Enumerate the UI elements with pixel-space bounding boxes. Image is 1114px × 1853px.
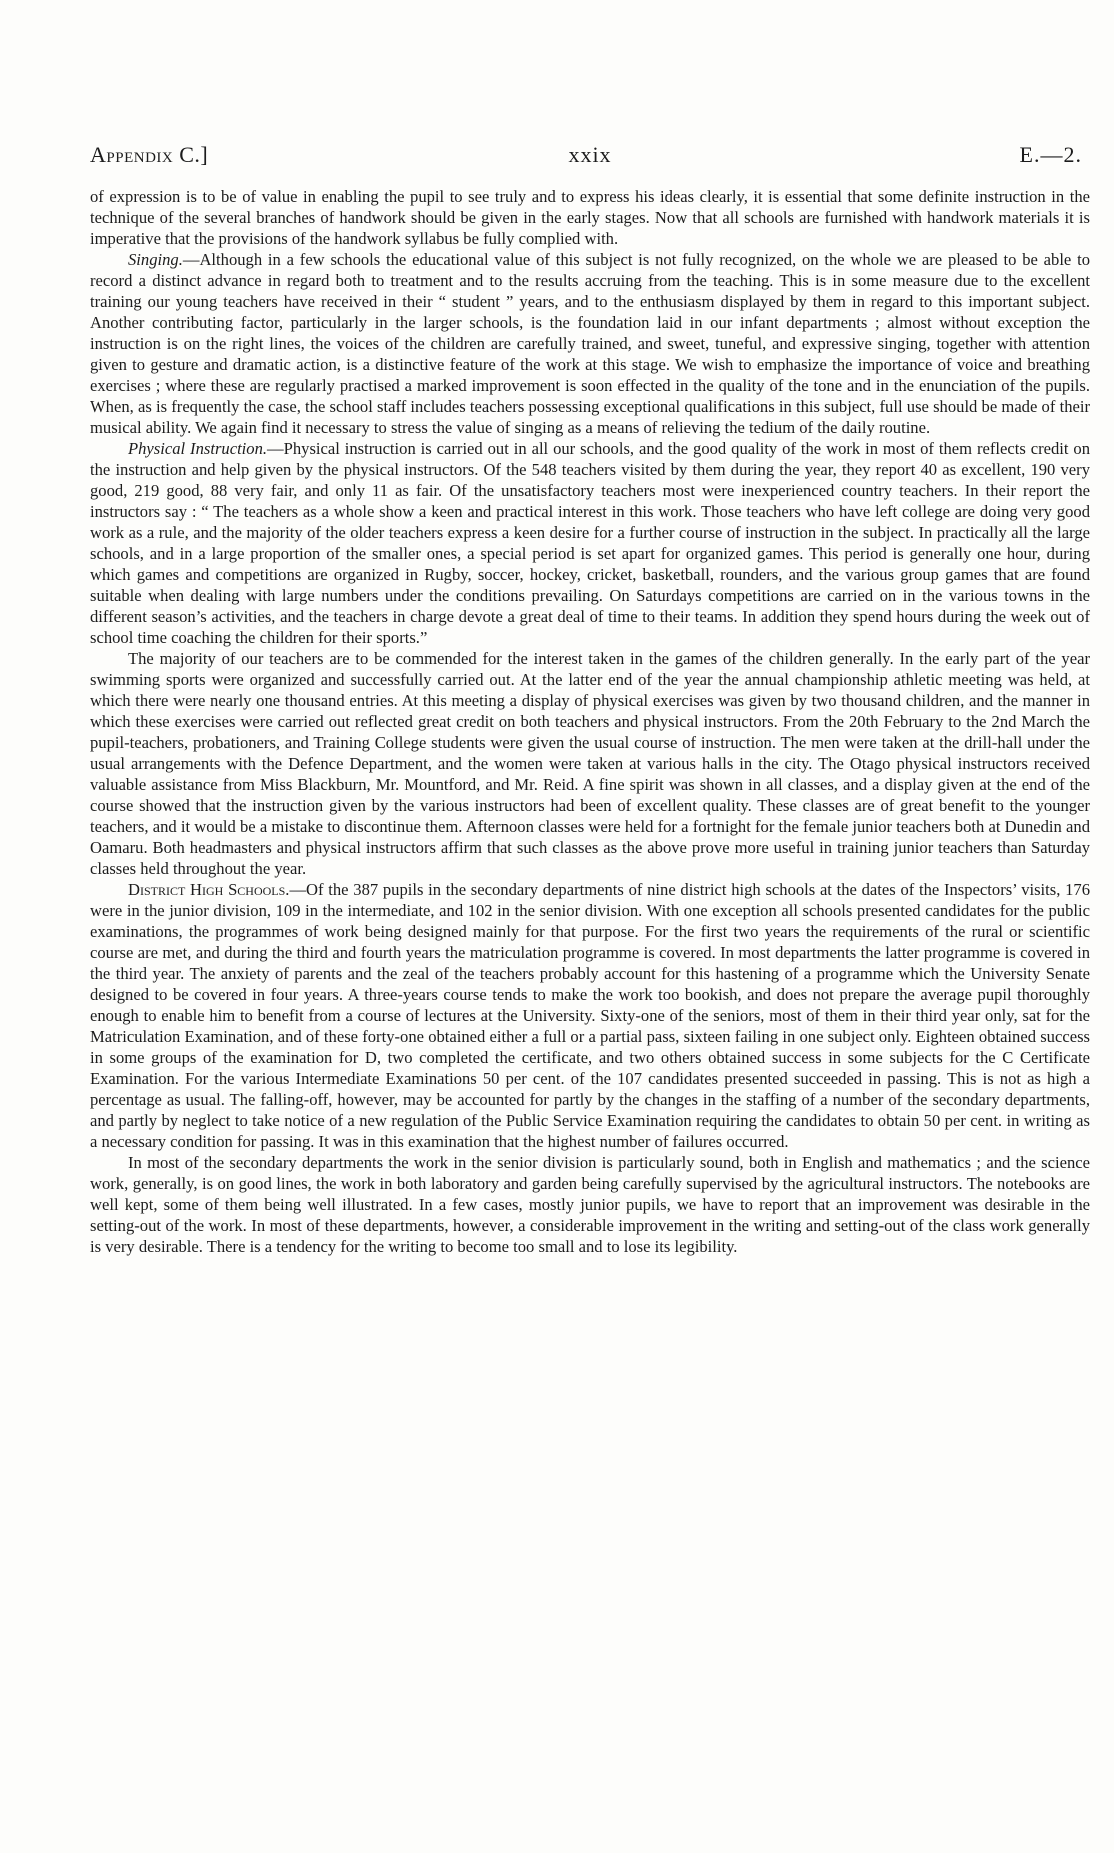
section-heading-singing: Singing. [128, 250, 183, 269]
paragraph-district-high-schools [90, 879, 1090, 1152]
paragraph-singing [90, 249, 1090, 438]
paragraph-text: —Of the 387 pupils in the secondary departments of nine district high schools at the dates of the Inspectors’ visits, 176 were in the junior division, 109 in the intermediate, and 102 in the senior division. With one exception all schools presented candidates for the public examinations, the programmes of work being designed mainly for that purpose. For the first two years the requirements of the rural or scientific course are met, and during the third and fourth years the matriculation programme is covered. In most departments the latter programme is covered in the third year. The anxiety of parents and the zeal of the teachers probably account for this hastening of a programme which the University Senate designed to be covered in four years. A three-years course tends to make the work too bookish, and does not prepare the average pupil thoroughly enough to enable him to benefit from a course of lectures at the University. Sixty-one of the seniors, most of them in their third year only, sat for the Matriculation Examination, and of these forty-one obtained either a full or a partial pass, sixteen failing in one subject only. Eighteen obtained success in some groups of the examination for D, two completed the certificate, and two others obtained success in some subjects for the C Certificate Examination. For the various Intermediate Examinations 50 per cent. of the 107 candidates presented succeeded in passing. This is not as high a percentage as usual. The falling-off, however, may be accounted for partly by the changes in the staffing of a number of the secondary departments, and partly by neglect to take notice of a new regulation of the Public Service Examination requiring the candidates to obtain 50 per cent. in writing as a necessary condition for passing. It was in this examination that the highest number of failures occurred. [90, 880, 1090, 1151]
paragraph-physical-instruction [90, 438, 1090, 648]
paragraph-text: The majority of our teachers are to be commended for the interest taken in the games of the children generally. In the early part of the year swimming sports were organized and successfully carried out. At the latter end of the year the annual championship athletic meeting was held, at which there were nearly one thousand entries. At this meeting a display of physical exercises was given by two thousand children, and the manner in which these exercises were carried out reflected great credit on both teachers and physical instructors. From the 20th February to the 2nd March the pupil-teachers, probationers, and Training College students were given the usual course of instruction. The men were taken at the drill-hall under the usual arrangements with the Defence Department, and the women were taken at various halls in the city. The Otago physical instructors received valuable assistance from Miss Blackburn, Mr. Mountford, and Mr. Reid. A fine spirit was shown in all classes, and a display given at the end of the course showed that the instruction given by the various instructors had been of excellent quality. These classes are of great benefit to the younger teachers, and it would be a mistake to discontinue them. Afternoon classes were held for a fortnight for the female junior teachers both at Dunedin and Oamaru. Both headmasters and physical instructors affirm that such classes as the above prove more useful in training junior teachers than Saturday classes held throughout the year. [90, 649, 1090, 878]
document-body [90, 186, 1090, 1257]
page-header [90, 138, 1090, 172]
paragraph-text: of expression is to be of value in enabling the pupil to see truly and to express his ideas clearly, it is essential that some definite instruction in the technique of the several branches of handwork should be given in the early stages. Now that all schools are furnished with handwork materials it is imperative that the provisions of the handwork syllabus be fully complied with. [90, 187, 1090, 248]
header-report-code: E.—2. [1019, 142, 1082, 167]
section-heading-physical-instruction: Physical Instruction. [128, 439, 268, 458]
paragraph-text: —Physical instruction is carried out in all our schools, and the good quality of the work in most of them reflects credit on the instruction and help given by the physical instructors. Of the 548 teachers visited by them during the year, they report 40 as excellent, 190 very good, 219 good, 88 very fair, and only 11 as fair. Of the unsatisfactory teachers most were inexperienced country teachers. In their report the instructors say : “ The teachers as a whole show a keen and practical interest in this work. Those teachers who have left college are doing very good work as a rule, and the majority of the older teachers express a keen desire for a further course of instruction in the subject. In practically all the large schools, and in a large proportion of the smaller ones, a special period is set apart for organized games. This period is generally one hour, during which games and competitions are organized in Rugby, soccer, hockey, cricket, basketball, rounders, and the various group games that are found suitable when dealing with large numbers under the conditions prevailing. On Saturdays competitions are carried on in the various towns in the different season’s activities, and the teachers in charge devote a great deal of time to their teams. In addition they spend hours during the week out of school time coaching the children for their sports.” [90, 439, 1090, 647]
paragraph-text: In most of the secondary departments the work in the senior division is particularly sound, both in English and mathematics ; and the science work, generally, is on good lines, the work in both laboratory and garden being carefully supervised by the agricultural instructors. The notebooks are well kept, some of them being well illustrated. In a few cases, mostly junior pupils, we have to report that an improvement was desirable in the setting-out of the work. In most of these departments, however, a considerable improvement in the writing and setting-out of the class work generally is very desirable. There is a tendency for the writing to become too small and to lose its legibility. [90, 1153, 1090, 1256]
section-heading-district-high-schools: District High Schools. [128, 880, 290, 899]
paragraph-handwork [90, 186, 1090, 249]
paragraph-secondary-departments [90, 1152, 1090, 1257]
header-page-number: xxix [568, 142, 612, 167]
header-appendix: Appendix C.] [90, 142, 209, 167]
paragraph-text: —Although in a few schools the educational value of this subject is not fully recognized, on the whole we are pleased to be able to record a distinct advance in regard both to treatment and to the results accruing from the teaching. This is in some measure due to the excellent training our young teachers have received in their “ student ” years, and to the enthusiasm displayed by them in regard to this important subject. Another contributing factor, particularly in the larger schools, is the foundation laid in our infant departments ; almost without exception the instruction is on the right lines, the voices of the children are carefully trained, and sweet, tuneful, and expressive singing, together with attention given to gesture and dramatic action, is a distinctive feature of the work at this stage. We wish to emphasize the importance of voice and breathing exercises ; where these are regularly practised a marked improvement is soon effected in the quality of the tone and in the enunciation of the pupils. When, as is frequently the case, the school staff includes teachers possessing exceptional qualifications in this subject, full use should be made of their musical ability. We again find it necessary to stress the value of singing as a means of relieving the tedium of the daily routine. [90, 250, 1090, 437]
paragraph-games [90, 648, 1090, 879]
